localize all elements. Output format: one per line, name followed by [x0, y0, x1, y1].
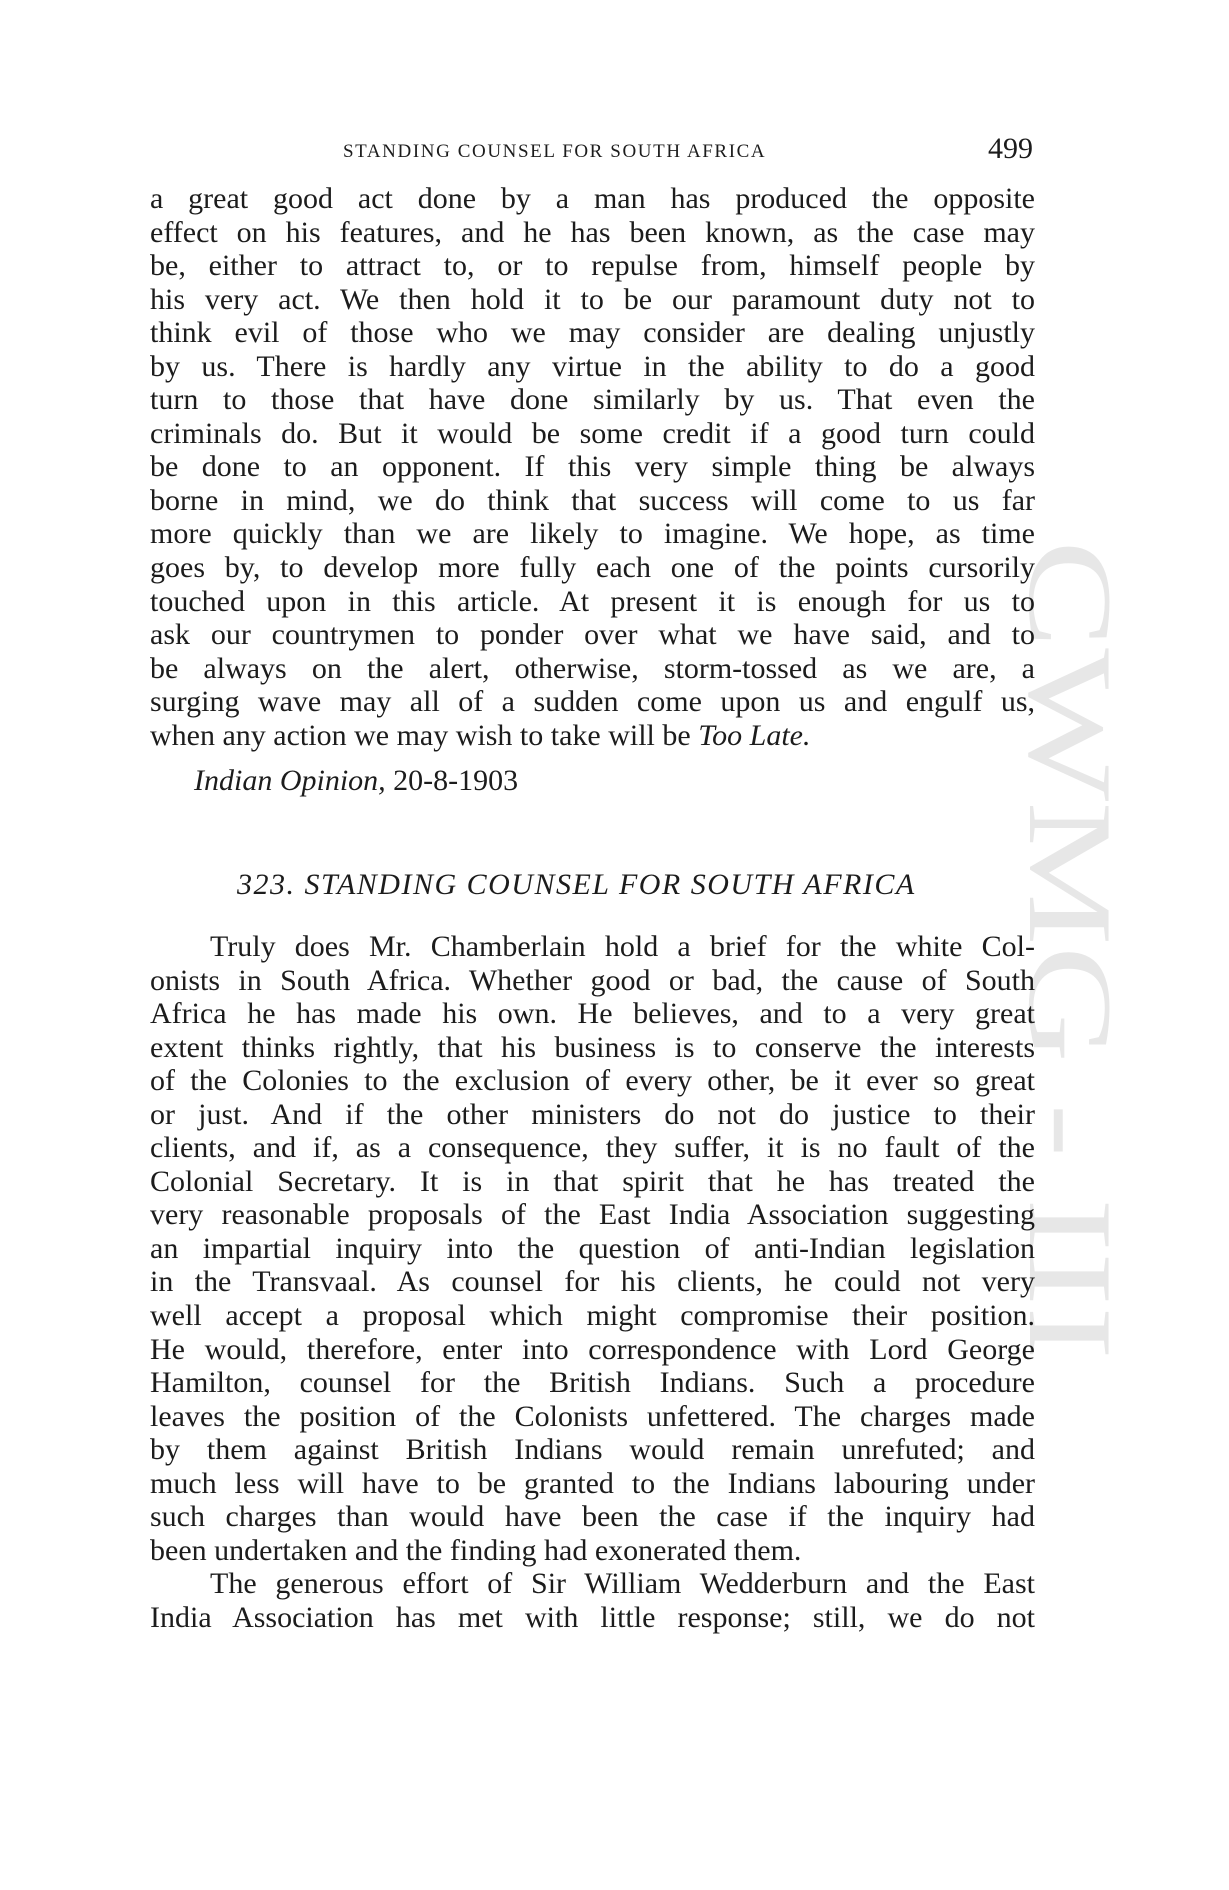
text-line: The generous effort of Sir William Wedderburn and the East [210, 1567, 1035, 1601]
text-line: be always on the alert, otherwise, storm-tossed as we are, a [150, 651, 1035, 685]
text-line: by them against British Indians would remain unrefuted; and [150, 1433, 1035, 1467]
text-line: such charges than would have been the case if the inquiry had [150, 1500, 1035, 1534]
text-line: be, either to attract to, or to repulse from, himself people by [150, 249, 1035, 283]
watermark-text: CWMG - III [1004, 540, 1137, 1147]
final-line-italic: Too Late. [698, 718, 811, 752]
text-line: onists in South Africa. Whether good or bad, the cause of South [150, 963, 1035, 997]
running-title: STANDING COUNSEL FOR SOUTH AFRICA [343, 141, 767, 162]
source-date: 20-8-1903 [385, 764, 519, 797]
text-line: turn to those that have done similarly by us. That even the [150, 383, 1035, 417]
text-line: been undertaken and the finding had exonerated them. [150, 1533, 802, 1567]
text-line: leaves the position of the Colonists unfettered. The charges made [150, 1399, 1035, 1433]
text-line: Africa he has made his own. He believes, and to a very great [150, 997, 1035, 1031]
text-line: Hamilton, counsel for the British Indians. Such a procedure [150, 1366, 1035, 1400]
text-line: in the Transvaal. As counsel for his clients, he could not very [150, 1265, 1035, 1299]
text-line: Colonial Secretary. It is in that spirit that he has treated the [150, 1164, 1035, 1198]
text-line: a great good act done by a man has produced the opposite [150, 182, 1035, 215]
text-line: touched upon in this article. At present it is enough for us to [150, 584, 1035, 618]
text-line: clients, and if, as a consequence, they suffer, it is no fault of the [150, 1131, 1035, 1165]
text-line-final [150, 719, 1035, 753]
text-line: think evil of those who we may consider are dealing unjustly [150, 316, 1035, 350]
running-head [150, 132, 1035, 172]
text-line: his very act. We then hold it to be our paramount duty not to [150, 282, 1035, 316]
text-line: an impartial inquiry into the question of anti-Indian legislation [150, 1231, 1035, 1265]
text-line: of the Colonies to the exclusion of every other, be it ever so great [150, 1064, 1035, 1098]
text-line: extent thinks rightly, that his business is to conserve the interests [150, 1030, 1035, 1064]
text-line: Truly does Mr. Chamberlain hold a brief for the white Col- [210, 930, 1035, 963]
text-line: ask our countrymen to ponder over what we have said, and to [150, 618, 1035, 652]
text-line: very reasonable proposals of the East India Association suggesting [150, 1198, 1035, 1232]
text-line: criminals do. But it would be some credit if a good turn could [150, 416, 1035, 450]
text-line: effect on his features, and he has been known, as the case may [150, 215, 1035, 249]
text-line: He would, therefore, enter into correspondence with Lord George [150, 1332, 1035, 1366]
continued-paragraph [150, 182, 1035, 752]
text-line: be done to an opponent. If this very simple thing be always [150, 450, 1035, 484]
text-line: goes by, to develop more fully each one of the points cursorily [150, 551, 1035, 585]
text-line: well accept a proposal which might compromise their position. [150, 1299, 1035, 1333]
text-line: more quickly than we are likely to imagine. We hope, as time [150, 517, 1035, 551]
text-line: India Association has met with little response; still, we do not [150, 1600, 1035, 1634]
text-line: or just. And if the other ministers do not do justice to their [150, 1097, 1035, 1131]
section-paragraph-1 [150, 930, 1035, 1634]
final-line-text: when any action we may wish to take will be [150, 718, 699, 752]
page-number: 499 [988, 132, 1033, 165]
source-publication: Indian Opinion, [194, 764, 386, 797]
section-heading: 323. STANDING COUNSEL FOR SOUTH AFRICA [237, 868, 916, 901]
text-line: borne in mind, we do think that success will come to us far [150, 483, 1035, 517]
text-line: by us. There is hardly any virtue in the ability to do a good [150, 349, 1035, 383]
text-line: much less will have to be granted to the Indians labouring under [150, 1466, 1035, 1500]
text-line: surging wave may all of a sudden come upon us and engulf us, [150, 685, 1035, 719]
source-citation [194, 764, 518, 798]
